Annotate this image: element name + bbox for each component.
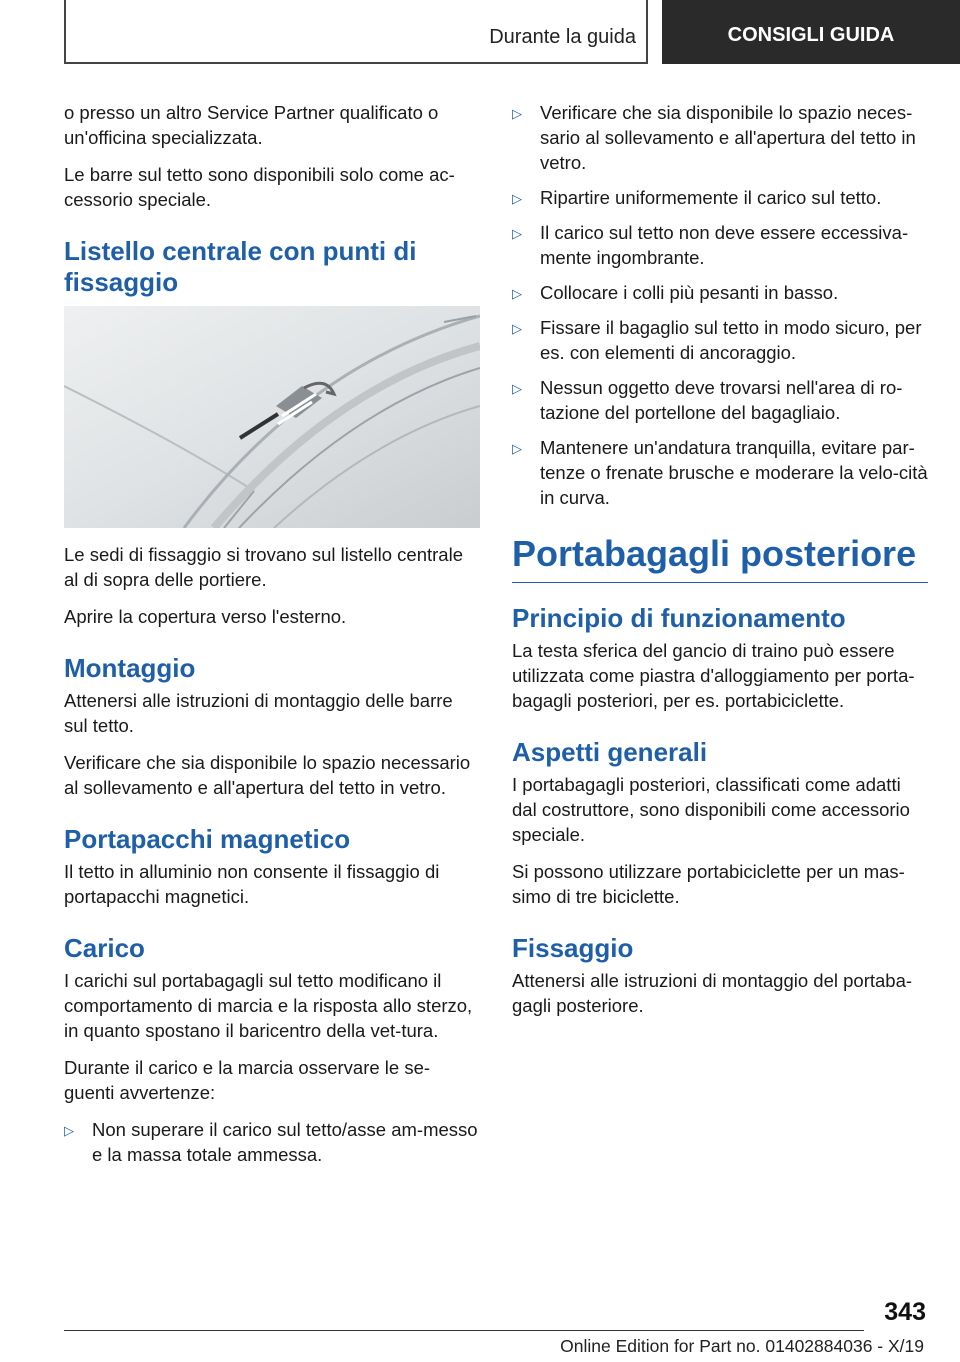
list-item [64,1117,480,1167]
magnetico-heading: Portapacchi magnetico [64,824,351,854]
header-chapter-tab [662,0,960,64]
magnetico-paragraph-1: Il tetto in alluminio non consente il fissaggio di portapacchi magnetici. [64,861,440,907]
list-item-text: Ripartire uniformemente il carico sul tetto. [540,187,882,208]
triangle-bullet-icon: ▷ [512,286,522,301]
listello-paragraph-2: Aprire la copertura verso l'esterno. [64,606,347,627]
list-item [512,100,928,175]
intro-paragraph-1: o presso un altro Service Partner qualificato o un'officina specializzata. [64,102,439,148]
list-item-text: Collocare i colli più pesanti in basso. [540,282,839,303]
carico-heading: Carico [64,933,145,963]
list-item-text: Verificare che sia disponibile lo spazio neces-sario al sollevamento e all'apertura del tetto in vetro. [540,102,916,173]
list-item [512,280,928,305]
list-item [512,375,928,425]
header-chapter-label: CONSIGLI GUIDA [727,23,895,46]
principio-paragraph-1: La testa sferica del gancio di traino può essere utilizzata come piastra d'alloggiamento per porta-bagagli posteriori, per es. portabiciclette. [512,640,915,711]
triangle-bullet-icon: ▷ [512,441,522,456]
list-item [512,185,928,210]
list-item-text: Non superare il carico sul tetto/asse am-messo e la massa totale ammessa. [92,1119,478,1165]
right-column [512,100,928,1030]
listello-heading: Listello centrale con punti di fissaggio [64,236,417,297]
aspetti-heading: Aspetti generali [512,737,708,767]
footer-divider [64,1330,864,1331]
carico-bullet-list [64,1117,480,1167]
listello-paragraph-1: Le sedi di fissaggio si trovano sul listello centrale al di sopra delle portiere. [64,544,463,590]
page-number: 343 [884,1298,926,1326]
load-advice-bullet-list [512,100,928,510]
principio-heading: Principio di funzionamento [512,603,846,633]
triangle-bullet-icon: ▷ [512,381,522,396]
list-item [512,315,928,365]
portabagagli-heading: Portabagagli posteriore [512,532,928,583]
list-item-text: Nessun oggetto deve trovarsi nell'area di ro-tazione del portellone del bagagliaio. [540,377,903,423]
triangle-bullet-icon: ▷ [512,321,522,336]
triangle-bullet-icon: ▷ [512,226,522,241]
triangle-bullet-icon: ▷ [512,106,522,121]
montaggio-heading: Montaggio [64,653,196,683]
aspetti-paragraph-2: Si possono utilizzare portabiciclette per un mas-simo di tre biciclette. [512,861,905,907]
footer-edition: Online Edition for Part no. 01402884036 - X/19 [560,1336,924,1356]
intro-paragraph-2: Le barre sul tetto sono disponibili solo come ac-cessorio speciale. [64,164,455,210]
roof-rail-mounting-point-image [64,306,480,528]
montaggio-paragraph-1: Attenersi alle istruzioni di montaggio delle barre sul tetto. [64,690,453,736]
triangle-bullet-icon: ▷ [64,1123,74,1138]
fissaggio-paragraph-1: Attenersi alle istruzioni di montaggio del portaba-gagli posteriore. [512,970,913,1016]
list-item [512,220,928,270]
carico-paragraph-1: I carichi sul portabagagli sul tetto modificano il comportamento di marcia e la risposta allo sterzo, in quanto spostano il baricentro della vet-tura. [64,970,473,1041]
list-item-text: Fissare il bagaglio sul tetto in modo sicuro, per es. con elementi di ancoraggio. [540,317,922,363]
list-item-text: Mantenere un'andatura tranquilla, evitare par-tenze o frenate brusche e moderare la velo-cità in curva. [540,437,928,508]
fissaggio-heading: Fissaggio [512,933,634,963]
left-column [64,100,480,1177]
montaggio-paragraph-2: Verificare che sia disponibile lo spazio necessario al sollevamento e all'apertura del tetto in vetro. [64,752,471,798]
aspetti-paragraph-1: I portabagagli posteriori, classificati come adatti dal costruttore, sono disponibili come accessorio speciale. [512,774,910,845]
list-item-text: Il carico sul tetto non deve essere eccessiva-mente ingombrante. [540,222,909,268]
list-item [512,435,928,510]
carico-paragraph-2: Durante il carico e la marcia osservare le se-guenti avvertenze: [64,1057,431,1103]
header-section-title: Durante la guida [489,26,636,48]
triangle-bullet-icon: ▷ [512,191,522,206]
